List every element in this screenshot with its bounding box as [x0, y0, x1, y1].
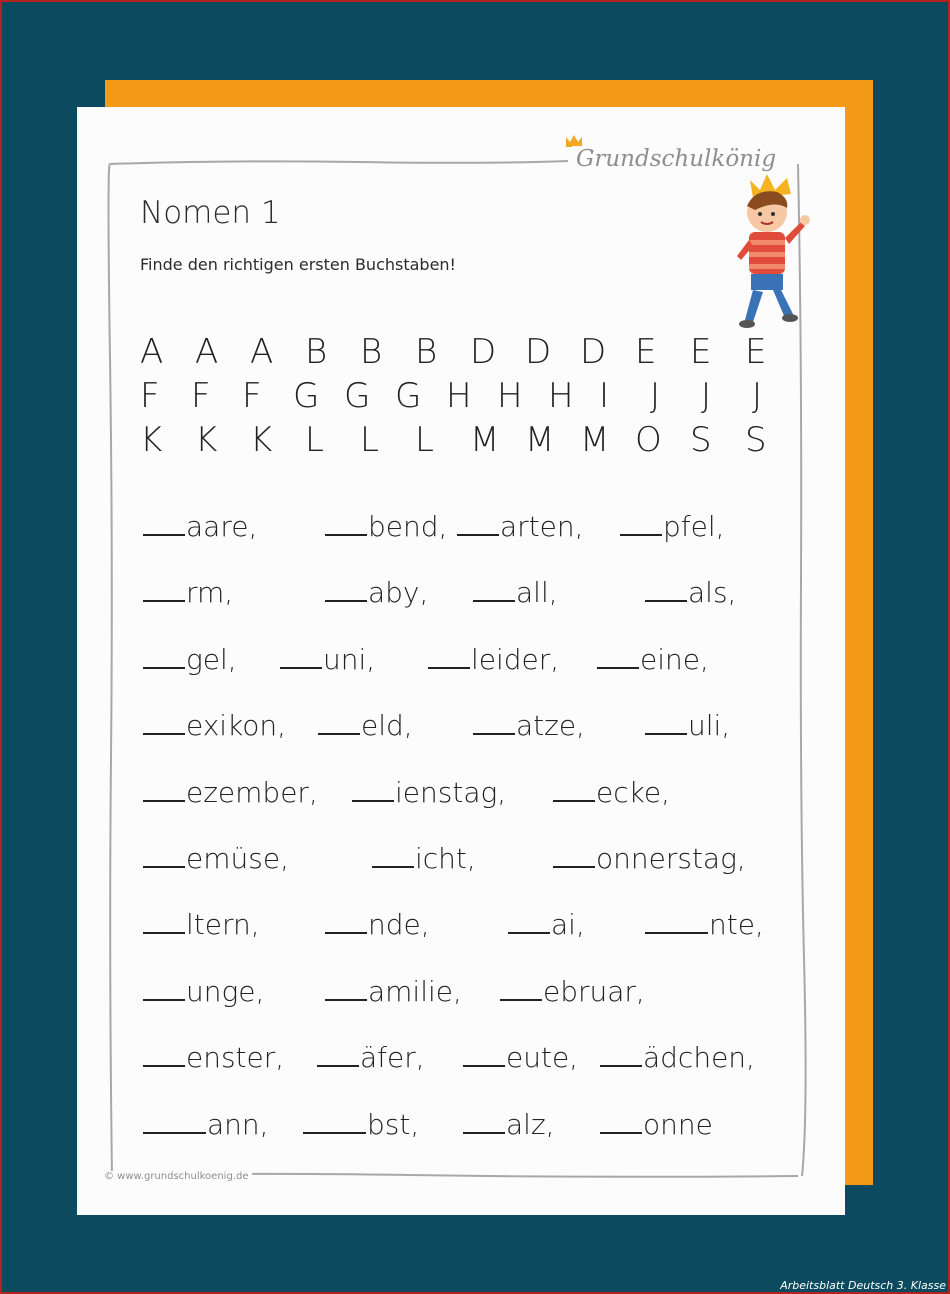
- letter-item: S: [745, 420, 767, 460]
- answer-blank[interactable]: [143, 510, 185, 536]
- word-stem: eute,: [506, 1041, 579, 1075]
- word-stem: ecke,: [596, 775, 670, 809]
- letter-item: K: [195, 420, 218, 460]
- letter-item: E: [690, 332, 712, 372]
- answer-blank[interactable]: [143, 709, 185, 735]
- answer-blank[interactable]: [428, 643, 470, 669]
- word-stem: all,: [516, 576, 558, 610]
- word-blank-item[interactable]: [473, 709, 585, 742]
- answer-blank[interactable]: [508, 908, 550, 934]
- word-stem: amilie,: [368, 974, 462, 1008]
- word-blank-item[interactable]: [428, 643, 559, 676]
- word-stem: uli,: [688, 709, 731, 743]
- answer-blank[interactable]: [143, 576, 185, 602]
- brand-logo: Grundschulkönig: [572, 146, 780, 172]
- answer-blank[interactable]: [553, 776, 595, 802]
- word-blank-item[interactable]: [143, 842, 289, 875]
- word-stem: exikon,: [186, 709, 287, 743]
- word-blank-item[interactable]: [600, 1108, 713, 1141]
- answer-blank[interactable]: [553, 842, 595, 868]
- answer-blank[interactable]: [143, 1041, 185, 1067]
- letter-item: E: [745, 332, 767, 372]
- word-stem: bend,: [368, 510, 448, 543]
- answer-blank[interactable]: [457, 510, 499, 536]
- word-blank-item[interactable]: [143, 576, 233, 609]
- answer-blank[interactable]: [372, 842, 414, 868]
- answer-blank[interactable]: [645, 576, 687, 602]
- word-stem: gel,: [186, 642, 237, 676]
- word-stem: ienstag,: [395, 775, 507, 809]
- letter-item: D: [525, 332, 552, 372]
- word-stem: leider,: [471, 642, 560, 676]
- word-stem: unge,: [186, 974, 265, 1008]
- word-blank-item[interactable]: [143, 776, 318, 809]
- word-stem: aby,: [368, 576, 429, 610]
- word-blank-item[interactable]: [620, 510, 725, 543]
- letter-item: G: [344, 376, 371, 416]
- word-blank-item[interactable]: [352, 776, 506, 809]
- word-blank-item[interactable]: [457, 510, 584, 543]
- answer-blank[interactable]: [473, 709, 515, 735]
- word-stem: rm,: [186, 576, 234, 610]
- answer-blank[interactable]: [473, 576, 515, 602]
- word-blank-item[interactable]: [553, 776, 670, 809]
- word-blank-item[interactable]: [645, 576, 736, 609]
- word-stem: nde,: [368, 908, 430, 942]
- answer-blank[interactable]: [352, 776, 394, 802]
- letter-item: A: [140, 332, 164, 372]
- word-stem: eld,: [361, 709, 413, 743]
- answer-blank[interactable]: [463, 1108, 505, 1134]
- word-blank-item[interactable]: [325, 510, 447, 543]
- word-blank-item[interactable]: [473, 576, 558, 609]
- word-stem: pfel,: [663, 510, 725, 543]
- letter-item: O: [635, 420, 662, 460]
- word-blank-item[interactable]: [645, 709, 730, 742]
- word-blank-item[interactable]: [508, 908, 585, 941]
- letter-item: J: [701, 376, 712, 416]
- answer-blank[interactable]: [143, 975, 185, 1001]
- word-blank-item[interactable]: [553, 842, 746, 875]
- word-stem: aare,: [186, 510, 258, 543]
- answer-blank[interactable]: [325, 510, 367, 536]
- letter-item: L: [415, 420, 434, 460]
- letter-item: B: [360, 332, 383, 372]
- answer-blank[interactable]: [600, 1041, 642, 1067]
- word-stem: bst,: [367, 1107, 420, 1141]
- word-blank-item[interactable]: [143, 908, 260, 941]
- answer-blank[interactable]: [303, 1108, 366, 1134]
- letter-item: B: [305, 332, 328, 372]
- letter-item: A: [250, 332, 274, 372]
- word-blank-item[interactable]: [143, 1108, 269, 1141]
- letter-item: L: [305, 420, 324, 460]
- word-stem: äfer,: [360, 1041, 425, 1075]
- letter-item: E: [635, 332, 657, 372]
- letter-item: H: [497, 376, 523, 416]
- word-stem: nte,: [709, 908, 764, 942]
- answer-blank[interactable]: [317, 1041, 359, 1067]
- word-blank-item[interactable]: [463, 1041, 578, 1074]
- word-stem: enster,: [186, 1041, 285, 1075]
- word-blank-item[interactable]: [597, 643, 709, 676]
- letter-item: S: [690, 420, 712, 460]
- answer-blank[interactable]: [143, 643, 185, 669]
- word-blank-item[interactable]: [317, 1041, 425, 1074]
- worksheet-instruction: Finde den richtigen ersten Buchstaben!: [140, 255, 456, 274]
- word-stem: atze,: [516, 709, 585, 743]
- answer-blank[interactable]: [143, 908, 185, 934]
- answer-blank[interactable]: [143, 842, 185, 868]
- word-stem: als,: [688, 576, 737, 610]
- word-stem: emüse,: [186, 842, 289, 875]
- word-blank-item[interactable]: [463, 1108, 555, 1141]
- answer-blank[interactable]: [325, 576, 367, 602]
- image-caption: Arbeitsblatt Deutsch 3. Klasse: [780, 1279, 946, 1292]
- letter-item: F: [140, 376, 160, 416]
- answer-blank[interactable]: [143, 1108, 206, 1134]
- letter-item: K: [250, 420, 273, 460]
- answer-blank[interactable]: [500, 975, 542, 1001]
- word-blank-item[interactable]: [600, 1041, 755, 1074]
- word-blank-item[interactable]: [372, 842, 476, 875]
- letter-item: I: [599, 376, 610, 416]
- word-stem: ai,: [551, 908, 585, 942]
- word-stem: alz,: [506, 1107, 555, 1141]
- word-blank-item[interactable]: [143, 975, 264, 1008]
- word-stem: onnerstag,: [596, 842, 746, 875]
- letter-item: D: [580, 332, 607, 372]
- word-blank-item[interactable]: [143, 1041, 284, 1074]
- answer-blank[interactable]: [280, 643, 322, 669]
- answer-blank[interactable]: [463, 1041, 505, 1067]
- word-blank-item[interactable]: [325, 908, 430, 941]
- word-stem: ann,: [207, 1107, 269, 1141]
- answer-blank[interactable]: [325, 908, 367, 934]
- word-blank-item[interactable]: [645, 908, 764, 941]
- letter-item: D: [470, 332, 497, 372]
- copyright-footer: © www.grundschulkoenig.de: [104, 1171, 252, 1182]
- letter-item: G: [293, 376, 320, 416]
- word-stem: ltern,: [186, 908, 260, 942]
- word-blank-item[interactable]: [325, 975, 462, 1008]
- word-blank-item[interactable]: [325, 576, 428, 609]
- word-blank-item[interactable]: [143, 510, 257, 543]
- answer-blank[interactable]: [597, 643, 639, 669]
- letter-item: F: [242, 376, 262, 416]
- letter-item: F: [191, 376, 211, 416]
- answer-blank[interactable]: [318, 709, 360, 735]
- letter-item: M: [580, 420, 610, 460]
- worksheet-title: Nomen 1: [140, 195, 281, 231]
- word-stem: onne: [643, 1107, 713, 1141]
- word-blank-item[interactable]: [500, 975, 645, 1008]
- word-stem: eine,: [640, 642, 709, 676]
- word-stem: arten,: [500, 510, 584, 543]
- letter-item: M: [470, 420, 500, 460]
- letter-item: G: [395, 376, 422, 416]
- word-stem: ebruar,: [543, 974, 645, 1008]
- answer-blank[interactable]: [600, 1108, 642, 1134]
- word-stem: uni,: [323, 642, 376, 676]
- letter-item: H: [446, 376, 472, 416]
- word-blank-item[interactable]: [280, 643, 375, 676]
- answer-blank[interactable]: [143, 776, 185, 802]
- letter-item: J: [650, 376, 661, 416]
- answer-blank[interactable]: [325, 975, 367, 1001]
- word-stem: ezember,: [186, 775, 318, 809]
- letter-item: M: [525, 420, 555, 460]
- word-stem: icht,: [415, 842, 476, 875]
- letter-item: H: [548, 376, 574, 416]
- letter-item: A: [195, 332, 219, 372]
- word-blank-item[interactable]: [303, 1108, 419, 1141]
- letter-item: K: [140, 420, 163, 460]
- letter-item: J: [752, 376, 763, 416]
- word-blank-item[interactable]: [318, 709, 413, 742]
- letter-item: B: [415, 332, 438, 372]
- word-blank-item[interactable]: [143, 643, 237, 676]
- letter-item: L: [360, 420, 379, 460]
- answer-blank[interactable]: [645, 709, 687, 735]
- word-blank-item[interactable]: [143, 709, 286, 742]
- word-stem: ädchen,: [643, 1041, 755, 1075]
- answer-blank[interactable]: [620, 510, 662, 536]
- answer-blank[interactable]: [645, 908, 708, 934]
